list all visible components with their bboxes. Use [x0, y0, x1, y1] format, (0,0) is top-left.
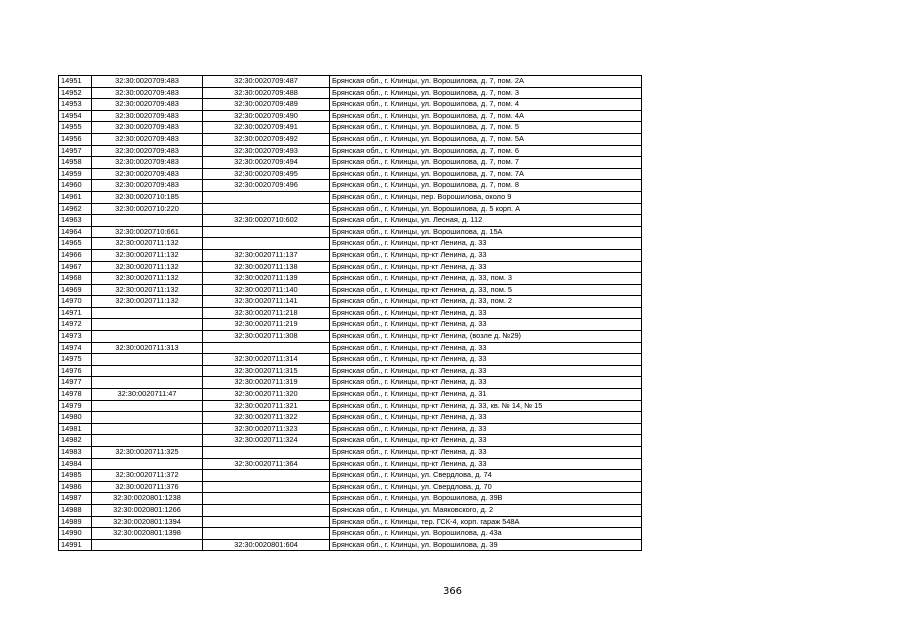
- table-row: [59, 122, 642, 134]
- parcel-number-cell: [92, 539, 203, 551]
- object-number-cell: 32:30:0020709:489: [203, 99, 330, 111]
- object-number-cell: [203, 447, 330, 459]
- address-cell: Брянская обл., г. Клинцы, пр-кт Ленина, (возле д. №29): [330, 331, 642, 343]
- row-number-cell: 14988: [59, 504, 92, 516]
- address-cell: Брянская обл., г. Клинцы, ул. Ворошилова, д. 39В: [330, 493, 642, 505]
- row-number-cell: 14960: [59, 180, 92, 192]
- address-cell: Брянская обл., г. Клинцы, пр-кт Ленина, д. 33: [330, 319, 642, 331]
- parcel-number-cell: 32:30:0020709:483: [92, 168, 203, 180]
- table-row: [59, 447, 642, 459]
- row-number-cell: 14980: [59, 412, 92, 424]
- parcel-number-cell: [92, 307, 203, 319]
- table-row: [59, 180, 642, 192]
- row-number-cell: 14968: [59, 273, 92, 285]
- table-row: [59, 133, 642, 145]
- property-table: [58, 75, 642, 551]
- address-cell: Брянская обл., г. Клинцы, пр-кт Ленина, д. 33, пом. 3: [330, 273, 642, 285]
- object-number-cell: [203, 504, 330, 516]
- table-row: [59, 516, 642, 528]
- table-row: [59, 296, 642, 308]
- object-number-cell: 32:30:0020709:496: [203, 180, 330, 192]
- object-number-cell: 32:30:0020711:323: [203, 423, 330, 435]
- address-cell: Брянская обл., г. Клинцы, ул. Ворошилова, д. 7, пом. 5: [330, 122, 642, 134]
- address-cell: Брянская обл., г. Клинцы, пр-кт Ленина, д. 33: [330, 447, 642, 459]
- parcel-number-cell: [92, 319, 203, 331]
- object-number-cell: 32:30:0020711:320: [203, 389, 330, 401]
- parcel-number-cell: [92, 215, 203, 227]
- parcel-number-cell: 32:30:0020709:483: [92, 99, 203, 111]
- row-number-cell: 14971: [59, 307, 92, 319]
- row-number-cell: 14981: [59, 423, 92, 435]
- object-number-cell: 32:30:0020711:364: [203, 458, 330, 470]
- table-row: [59, 273, 642, 285]
- table-row: [59, 458, 642, 470]
- parcel-number-cell: 32:30:0020801:1398: [92, 528, 203, 540]
- address-cell: Брянская обл., г. Клинцы, пр-кт Ленина, д. 33: [330, 249, 642, 261]
- object-number-cell: 32:30:0020711:139: [203, 273, 330, 285]
- row-number-cell: 14977: [59, 377, 92, 389]
- address-cell: Брянская обл., г. Клинцы, ул. Ворошилова, д. 5 корп. А: [330, 203, 642, 215]
- table-row: [59, 110, 642, 122]
- parcel-number-cell: 32:30:0020709:483: [92, 76, 203, 88]
- address-cell: Брянская обл., г. Клинцы, ул. Ворошилова, д. 7, пом. 5А: [330, 133, 642, 145]
- parcel-number-cell: 32:30:0020711:132: [92, 261, 203, 273]
- row-number-cell: 14964: [59, 226, 92, 238]
- address-cell: Брянская обл., г. Клинцы, пр-кт Ленина, д. 31: [330, 389, 642, 401]
- table-row: [59, 354, 642, 366]
- address-cell: Брянская обл., г. Клинцы, пр-кт Ленина, д. 33: [330, 377, 642, 389]
- object-number-cell: 32:30:0020709:487: [203, 76, 330, 88]
- table-row: [59, 423, 642, 435]
- table-row: [59, 493, 642, 505]
- address-cell: Брянская обл., г. Клинцы, пр-кт Ленина, д. 33: [330, 238, 642, 250]
- parcel-number-cell: 32:30:0020709:483: [92, 180, 203, 192]
- row-number-cell: 14969: [59, 284, 92, 296]
- parcel-number-cell: [92, 331, 203, 343]
- object-number-cell: [203, 528, 330, 540]
- address-cell: Брянская обл., г. Клинцы, ул. Маяковского, д. 2: [330, 504, 642, 516]
- object-number-cell: 32:30:0020709:492: [203, 133, 330, 145]
- table-row: [59, 389, 642, 401]
- object-number-cell: [203, 238, 330, 250]
- row-number-cell: 14974: [59, 342, 92, 354]
- row-number-cell: 14972: [59, 319, 92, 331]
- object-number-cell: 32:30:0020711:218: [203, 307, 330, 319]
- row-number-cell: 14975: [59, 354, 92, 366]
- object-number-cell: 32:30:0020709:494: [203, 157, 330, 169]
- table-row: [59, 249, 642, 261]
- row-number-cell: 14983: [59, 447, 92, 459]
- row-number-cell: 14952: [59, 87, 92, 99]
- address-cell: Брянская обл., г. Клинцы, ул. Свердлова, д. 74: [330, 470, 642, 482]
- table-row: [59, 504, 642, 516]
- parcel-number-cell: 32:30:0020709:483: [92, 110, 203, 122]
- address-cell: Брянская обл., г. Клинцы, ул. Лесная, д. 112: [330, 215, 642, 227]
- parcel-number-cell: 32:30:0020711:313: [92, 342, 203, 354]
- row-number-cell: 14958: [59, 157, 92, 169]
- parcel-number-cell: [92, 354, 203, 366]
- row-number-cell: 14953: [59, 99, 92, 111]
- address-cell: Брянская обл., г. Клинцы, ул. Ворошилова, д. 7, пом. 3: [330, 87, 642, 99]
- object-number-cell: 32:30:0020710:602: [203, 215, 330, 227]
- parcel-number-cell: 32:30:0020711:132: [92, 296, 203, 308]
- table-row: [59, 528, 642, 540]
- table-row: [59, 342, 642, 354]
- parcel-number-cell: [92, 423, 203, 435]
- table-row: [59, 412, 642, 424]
- parcel-number-cell: 32:30:0020711:132: [92, 284, 203, 296]
- object-number-cell: 32:30:0020709:493: [203, 145, 330, 157]
- object-number-cell: 32:30:0020711:137: [203, 249, 330, 261]
- object-number-cell: [203, 470, 330, 482]
- row-number-cell: 14973: [59, 331, 92, 343]
- address-cell: Брянская обл., г. Клинцы, ул. Ворошилова, д. 39: [330, 539, 642, 551]
- address-cell: Брянская обл., г. Клинцы, пр-кт Ленина, д. 33, пом. 2: [330, 296, 642, 308]
- object-number-cell: 32:30:0020711:322: [203, 412, 330, 424]
- object-number-cell: [203, 226, 330, 238]
- row-number-cell: 14963: [59, 215, 92, 227]
- table-row: [59, 238, 642, 250]
- object-number-cell: 32:30:0020711:140: [203, 284, 330, 296]
- address-cell: Брянская обл., г. Клинцы, ул. Ворошилова, д. 7, пом. 8: [330, 180, 642, 192]
- table-row: [59, 261, 642, 273]
- object-number-cell: [203, 191, 330, 203]
- parcel-number-cell: 32:30:0020709:483: [92, 87, 203, 99]
- table-row: [59, 168, 642, 180]
- parcel-number-cell: [92, 365, 203, 377]
- parcel-number-cell: [92, 400, 203, 412]
- table-row: [59, 435, 642, 447]
- object-number-cell: 32:30:0020709:495: [203, 168, 330, 180]
- table-row: [59, 203, 642, 215]
- parcel-number-cell: 32:30:0020709:483: [92, 122, 203, 134]
- address-cell: Брянская обл., г. Клинцы, ул. Ворошилова, д. 7, пом. 6: [330, 145, 642, 157]
- address-cell: Брянская обл., г. Клинцы, пр-кт Ленина, д. 33, кв. № 14, № 15: [330, 400, 642, 412]
- parcel-number-cell: 32:30:0020801:1266: [92, 504, 203, 516]
- address-cell: Брянская обл., г. Клинцы, ул. Ворошилова, д. 7, пом. 4А: [330, 110, 642, 122]
- parcel-number-cell: [92, 458, 203, 470]
- parcel-number-cell: 32:30:0020711:132: [92, 273, 203, 285]
- row-number-cell: 14985: [59, 470, 92, 482]
- row-number-cell: 14991: [59, 539, 92, 551]
- address-cell: Брянская обл., г. Клинцы, пр-кт Ленина, д. 33: [330, 458, 642, 470]
- address-cell: Брянская обл., г. Клинцы, пр-кт Ленина, д. 33: [330, 261, 642, 273]
- parcel-number-cell: 32:30:0020801:1394: [92, 516, 203, 528]
- object-number-cell: 32:30:0020711:308: [203, 331, 330, 343]
- table-row: [59, 307, 642, 319]
- object-number-cell: [203, 203, 330, 215]
- table-row: [59, 226, 642, 238]
- table-row: [59, 319, 642, 331]
- table-row: [59, 145, 642, 157]
- table-row: [59, 400, 642, 412]
- parcel-number-cell: 32:30:0020711:325: [92, 447, 203, 459]
- object-number-cell: 32:30:0020711:314: [203, 354, 330, 366]
- parcel-number-cell: 32:30:0020711:132: [92, 249, 203, 261]
- object-number-cell: 32:30:0020711:141: [203, 296, 330, 308]
- object-number-cell: [203, 516, 330, 528]
- object-number-cell: 32:30:0020711:324: [203, 435, 330, 447]
- address-cell: Брянская обл., г. Клинцы, ул. Ворошилова, д. 43а: [330, 528, 642, 540]
- table-row: [59, 331, 642, 343]
- object-number-cell: 32:30:0020711:319: [203, 377, 330, 389]
- row-number-cell: 14966: [59, 249, 92, 261]
- row-number-cell: 14955: [59, 122, 92, 134]
- parcel-number-cell: 32:30:0020710:185: [92, 191, 203, 203]
- parcel-number-cell: 32:30:0020710:661: [92, 226, 203, 238]
- address-cell: Брянская обл., г. Клинцы, пр-кт Ленина, д. 33: [330, 435, 642, 447]
- row-number-cell: 14979: [59, 400, 92, 412]
- object-number-cell: 32:30:0020711:315: [203, 365, 330, 377]
- parcel-number-cell: [92, 412, 203, 424]
- parcel-number-cell: [92, 435, 203, 447]
- parcel-number-cell: 32:30:0020709:483: [92, 133, 203, 145]
- table-row: [59, 470, 642, 482]
- address-cell: Брянская обл., г. Клинцы, пр-кт Ленина, д. 33, пом. 5: [330, 284, 642, 296]
- table-row: [59, 284, 642, 296]
- row-number-cell: 14957: [59, 145, 92, 157]
- row-number-cell: 14986: [59, 481, 92, 493]
- parcel-number-cell: 32:30:0020709:483: [92, 145, 203, 157]
- address-cell: Брянская обл., г. Клинцы, пр-кт Ленина, д. 33: [330, 423, 642, 435]
- object-number-cell: 32:30:0020709:488: [203, 87, 330, 99]
- parcel-number-cell: 32:30:0020711:132: [92, 238, 203, 250]
- parcel-number-cell: 32:30:0020801:1238: [92, 493, 203, 505]
- address-cell: Брянская обл., г. Клинцы, ул. Ворошилова, д. 15А: [330, 226, 642, 238]
- table-row: [59, 99, 642, 111]
- row-number-cell: 14989: [59, 516, 92, 528]
- address-cell: Брянская обл., г. Клинцы, пр-кт Ленина, д. 33: [330, 365, 642, 377]
- object-number-cell: 32:30:0020709:491: [203, 122, 330, 134]
- row-number-cell: 14970: [59, 296, 92, 308]
- row-number-cell: 14978: [59, 389, 92, 401]
- address-cell: Брянская обл., г. Клинцы, пер. Ворошилова, около 9: [330, 191, 642, 203]
- parcel-number-cell: 32:30:0020711:376: [92, 481, 203, 493]
- table-row: [59, 87, 642, 99]
- row-number-cell: 14990: [59, 528, 92, 540]
- table-row: [59, 157, 642, 169]
- table-row: [59, 539, 642, 551]
- table-row: [59, 377, 642, 389]
- row-number-cell: 14976: [59, 365, 92, 377]
- table-row: [59, 76, 642, 88]
- row-number-cell: 14959: [59, 168, 92, 180]
- object-number-cell: [203, 342, 330, 354]
- row-number-cell: 14987: [59, 493, 92, 505]
- row-number-cell: 14984: [59, 458, 92, 470]
- object-number-cell: 32:30:0020801:604: [203, 539, 330, 551]
- address-cell: Брянская обл., г. Клинцы, ул. Ворошилова, д. 7, пом. 7А: [330, 168, 642, 180]
- address-cell: Брянская обл., г. Клинцы, ул. Ворошилова, д. 7, пом. 4: [330, 99, 642, 111]
- parcel-number-cell: 32:30:0020709:483: [92, 157, 203, 169]
- row-number-cell: 14951: [59, 76, 92, 88]
- parcel-number-cell: [92, 377, 203, 389]
- property-table-body: [59, 76, 642, 551]
- table-row: [59, 191, 642, 203]
- address-cell: Брянская обл., г. Клинцы, ул. Ворошилова, д. 7, пом. 7: [330, 157, 642, 169]
- address-cell: Брянская обл., г. Клинцы, пр-кт Ленина, д. 33: [330, 307, 642, 319]
- row-number-cell: 14967: [59, 261, 92, 273]
- address-cell: Брянская обл., г. Клинцы, пр-кт Ленина, д. 33: [330, 412, 642, 424]
- address-cell: Брянская обл., г. Клинцы, тер. ГСК-4, корп. гараж 548А: [330, 516, 642, 528]
- object-number-cell: 32:30:0020711:219: [203, 319, 330, 331]
- parcel-number-cell: 32:30:0020711:372: [92, 470, 203, 482]
- object-number-cell: 32:30:0020709:490: [203, 110, 330, 122]
- page-number: 366: [442, 586, 463, 597]
- row-number-cell: 14961: [59, 191, 92, 203]
- object-number-cell: [203, 493, 330, 505]
- row-number-cell: 14954: [59, 110, 92, 122]
- row-number-cell: 14956: [59, 133, 92, 145]
- object-number-cell: 32:30:0020711:138: [203, 261, 330, 273]
- address-cell: Брянская обл., г. Клинцы, пр-кт Ленина, д. 33: [330, 342, 642, 354]
- row-number-cell: 14965: [59, 238, 92, 250]
- parcel-number-cell: 32:30:0020710:220: [92, 203, 203, 215]
- row-number-cell: 14962: [59, 203, 92, 215]
- address-cell: Брянская обл., г. Клинцы, ул. Свердлова, д. 70: [330, 481, 642, 493]
- object-number-cell: [203, 481, 330, 493]
- row-number-cell: 14982: [59, 435, 92, 447]
- table-row: [59, 365, 642, 377]
- object-number-cell: 32:30:0020711:321: [203, 400, 330, 412]
- parcel-number-cell: 32:30:0020711:47: [92, 389, 203, 401]
- address-cell: Брянская обл., г. Клинцы, пр-кт Ленина, д. 33: [330, 354, 642, 366]
- address-cell: Брянская обл., г. Клинцы, ул. Ворошилова, д. 7, пом. 2А: [330, 76, 642, 88]
- table-row: [59, 481, 642, 493]
- table-row: [59, 215, 642, 227]
